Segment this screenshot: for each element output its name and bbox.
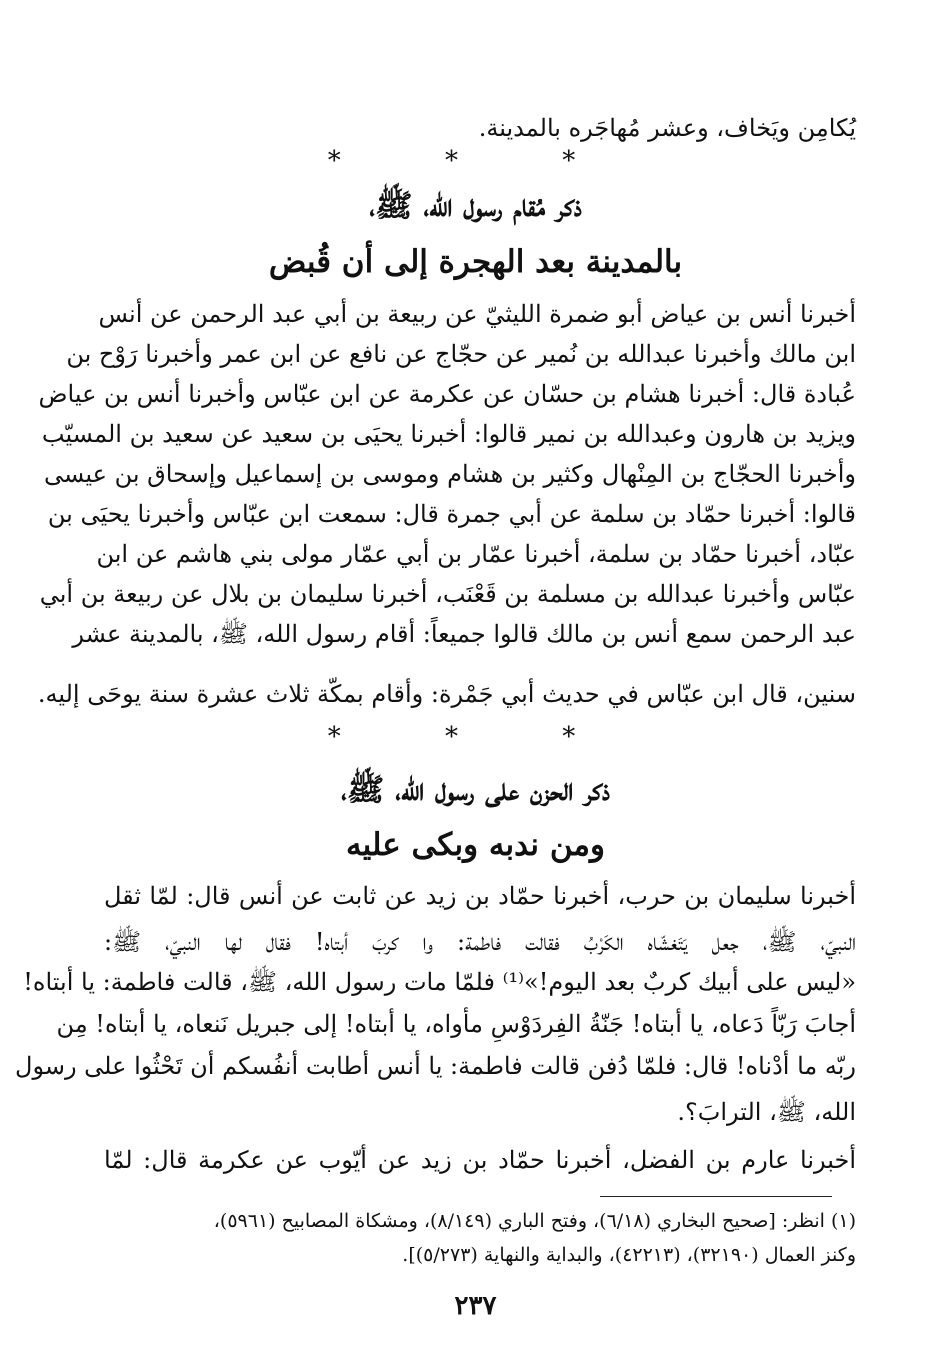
text-line: عبّاد، أخبرنا حمّاد بن سلمة، أخبرنا عمّار بن أبي عمّار مولى بني هاشم عن ابن — [96, 540, 856, 568]
text-line: أخبرنا سليمان بن حرب، أخبرنا حمّاد بن زيد عن ثابت عن أنس قال: لمّا ثقل — [104, 882, 856, 910]
section-subheading-grief: ومن ندبه وبكى عليه — [346, 827, 605, 863]
text-line: ابن مالك وأخبرنا عبدالله بن نُمير عن حجّاج عن نافع عن ابن عمر وأخبرنا رَوْح بن — [66, 340, 856, 368]
text-line: عبد الرحمن سمع أنس بن مالك قالوا جميعاً: أقام رسول الله، ﷺ، بالمدينة عشر — [72, 620, 856, 648]
text-line: النبيّ، ﷺ، جعل يَتَغشّاه الكَرْبُ فقالت فاطمة: وا كربَ أبتاه! فقال لها النبيّ، ﷺ: — [104, 928, 856, 956]
footnote-line: وكنز العمال (٣٢١٩٠)، (٤٢٢١٣)، والبداية والنهاية (٥/٢٧٣)]. — [402, 1244, 856, 1266]
text-line: ربّه ما أدْناه! قال: فلمّا دُفن قالت فاطمة: يا أنس أطابت أنفُسكم أن تَحْثُوا على رسول — [15, 1052, 856, 1080]
text-line: قالوا: أخبرنا حمّاد بن سلمة عن أبي جمرة قال: سمعت ابن عبّاس وأخبرنا يحيَى بن — [47, 500, 856, 528]
text-line: سنين، قال ابن عبّاس في حديث أبي جَمْرة: وأقام بمكّة ثلاث عشرة سنة يوحَى إليه. — [37, 680, 856, 708]
footnote-line: (١) انظر: [صحيح البخاري (٦/١٨)، وفتح الباري (٨/١٤٩)، ومشكاة المصابيح (٥٩٦١)، — [213, 1210, 856, 1232]
section-separator-stars: * * * — [327, 722, 624, 752]
section-heading-grief: ذكر الحزن على رسول الله، ﷺ، — [341, 772, 610, 808]
text-line: «ليس على أبيك كربٌ بعد اليوم!»⁽¹⁾ فلمّا مات رسول الله، ﷺ، قالت فاطمة: يا أبتاه! — [23, 968, 856, 996]
text-line: وأخبرنا الحجّاج بن المِنْهال وكثير بن هشام وموسى بن إسماعيل وإسحاق بن عيسى — [43, 460, 856, 488]
section-heading-prophet-stay: ذكر مُقام رسول الله، ﷺ، — [369, 188, 582, 224]
section-subheading-prophet-stay: بالمدينة بعد الهجرة إلى أن قُبض — [268, 244, 683, 280]
text-line: أجابَ رَبّاً دَعاه، يا أبتاه! جَنّةُ الفِردَوْسِ مأواه، يا أبتاه! إلى جبريل نَنعاه، يا أبتاه! مِن — [56, 1010, 856, 1038]
continued-text-line: يُكامِن ويَخاف، وعشر مُهاجَره بالمدينة. — [478, 114, 856, 142]
text-line: ويزيد بن هارون وعبدالله بن نمير قالوا: أخبرنا يحيَى بن سعيد عن سعيد بن المسيّب — [41, 420, 856, 448]
text-line: عبّاس وأخبرنا عبدالله بن مسلمة بن قَعْنَب، أخبرنا سليمان بن بلال عن ربيعة بن أبي — [39, 580, 856, 608]
text-line: عُبادة قال: أخبرنا هشام بن حسّان عن عكرمة عن ابن عبّاس وأخبرنا أنس بن عياض — [38, 380, 856, 408]
footnote-divider — [600, 1196, 832, 1197]
section-separator-stars: * * * — [327, 146, 624, 176]
page-number: ٢٣٧ — [454, 1291, 497, 1321]
text-line: أخبرنا عارم بن الفضل، أخبرنا حمّاد بن زيد عن أيّوب عن عكرمة قال: لمّا — [104, 1146, 856, 1174]
text-line: الله، ﷺ، الترابَ؟. — [677, 1098, 856, 1126]
text-line: أخبرنا أنس بن عياض أبو ضمرة الليثيّ عن ربيعة بن أبي عبد الرحمن عن أنس — [98, 300, 856, 328]
